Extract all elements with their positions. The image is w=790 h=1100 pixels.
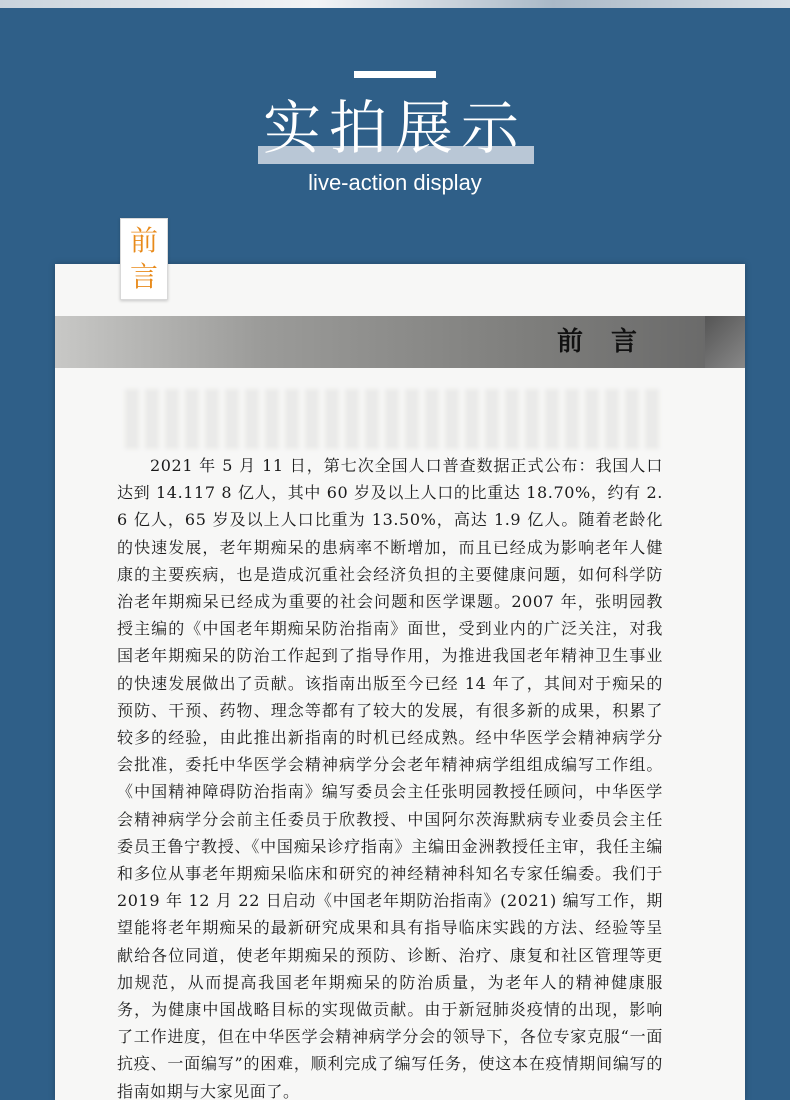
title-accent-bar bbox=[354, 71, 436, 78]
section-title: 实拍展示 bbox=[262, 94, 527, 162]
preface-tag-char-2: 言 bbox=[129, 260, 158, 293]
section-subtitle: live-action display bbox=[308, 170, 482, 195]
top-decor-strip bbox=[0, 0, 790, 8]
document-photo bbox=[55, 264, 745, 1100]
document-header-band bbox=[55, 316, 745, 368]
faded-background-text bbox=[125, 389, 665, 449]
document-body-paragraph: 2021 年 5 月 11 日，第七次全国人口普查数据正式公布：我国人口达到 14.117 8 亿人，其中 60 岁及以上人口的比重达 18.70%，约有 2.6 亿人，65 岁及以上人口比重为 13.50%，高达 1.9 亿人。随着老龄化的快速发展，老年期痴呆的患病率不断增加，而且已经成为影响老年人健康的主要疾病，也是造成沉重社会经济负担的主要健康问题，如何科学防治老年期痴呆已经成为重要的社会问题和医学课题。2007 年，张明园教授主编的《中国老年期痴呆防治指南》面世，受到业内的广泛关注，对我国老年期痴呆的防治工作起到了指导作用，为推进我国老年精神卫生事业的快速发展做出了贡献。该指南出版至今已经 14 年了，其间对于痴呆的预防、干预、药物、理念等都有了较大的发展，有很多新的成果，积累了较多的经验，由此推出新指南的时机已经成熟。经中华医学会精神病学分会批准，委托中华医学会精神病学分会老年精神病学组组成编写工作组。《中国精神障碍防治指南》编写委员会主任张明园教授任顾问，中华医学会精神病学分会前主任委员于欣教授、中国阿尔茨海默病专业委员会主任委员王鲁宁教授、《中国痴呆诊疗指南》主编田金洲教授任主审，我任主编和多位从事老年期痴呆临床和研究的神经精神科知名专家任编委。我们于 2019 年 12 月 22 日启动《中国老年期防治指南》(2021) 编写工作，期望能将老年期痴呆的最新研究成果和具有指导临床实践的方法、经验等呈献给各位同道，使老年期痴呆的预防、诊断、治疗、康复和社区管理等更加规范，从而提高我国老年期痴呆的防治质量，为老年人的精神健康服务，为健康中国战略目标的实现做贡献。由于新冠肺炎疫情的出现，影响了工作进度，但在中华医学会精神病学分会的领导下，各位专家克服“一面抗疫、一面编写”的困难，顺利完成了编写任务，使这本在疫情期间编写的指南如期与大家见面了。 bbox=[117, 456, 663, 1100]
preface-tag-char-1: 前 bbox=[129, 224, 158, 257]
preface-tag bbox=[120, 218, 168, 300]
document-header-title: 前言 bbox=[556, 327, 665, 357]
